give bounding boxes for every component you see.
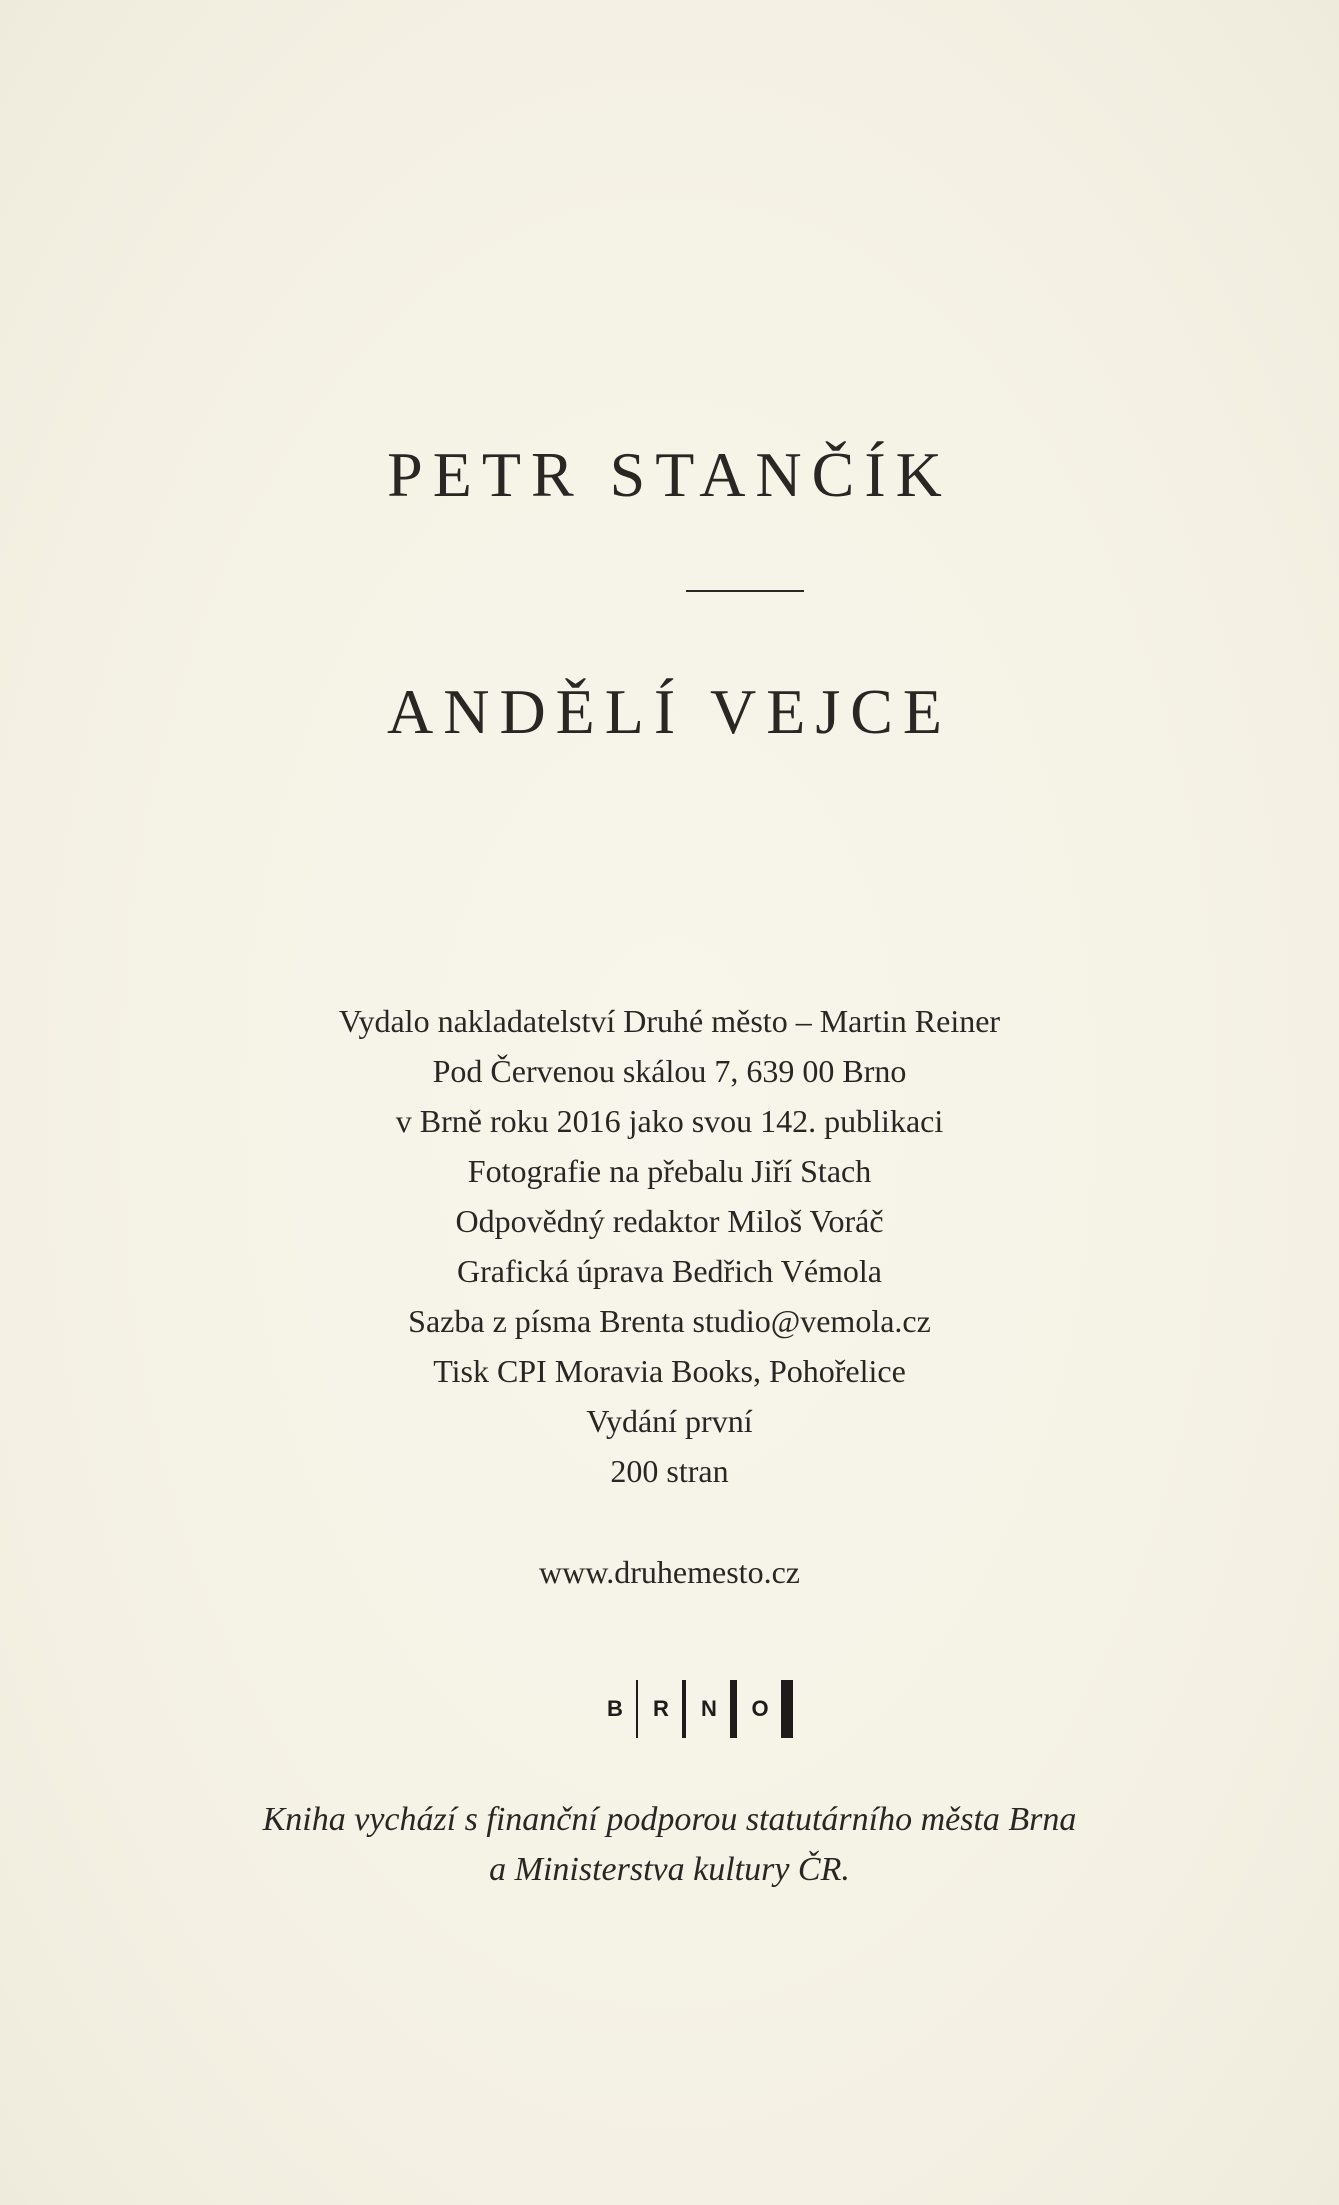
colophon (0, 996, 1339, 1496)
funding-note-line-1: Kniha vychází s finanční podporou statutárního města Brna (262, 1801, 1077, 1838)
colophon-line-print: Tisk CPI Moravia Books, Pohořelice (433, 1353, 906, 1389)
colophon-line-address: Pod Červenou skálou 7, 639 00 Brno (432, 1053, 907, 1089)
colophon-line-typesetting: Sazba z písma Brenta studio@vemola.cz (408, 1303, 931, 1339)
logo-bar-4 (781, 1680, 793, 1738)
funding-note-line-2: a Ministerstva kultury ČR. (489, 1851, 850, 1888)
book-title: ANDĚLÍ VEJCE (387, 676, 952, 747)
colophon-line-photo: Fotografie na přebalu Jiří Stach (467, 1153, 872, 1189)
colophon-line-design: Grafická úprava Bedřich Vémola (457, 1253, 882, 1289)
logo-letter-r: R (653, 1696, 669, 1721)
publisher-website: www.druhemesto.cz (539, 1554, 800, 1590)
author-name: PETR STANČÍK (387, 439, 952, 510)
logo-bar-2 (682, 1680, 686, 1738)
logo-letter-b: B (607, 1696, 623, 1721)
logo-letter-o: O (751, 1696, 769, 1721)
colophon-line-edition: Vydání první (586, 1403, 753, 1439)
colophon-line-publisher: Vydalo nakladatelství Druhé město – Martin Reiner (338, 1003, 1001, 1039)
colophon-line-pages: 200 stran (610, 1453, 729, 1489)
logo-letter-n: N (701, 1696, 717, 1721)
brno-city-logo (604, 1680, 805, 1738)
title-divider (686, 590, 804, 592)
colophon-line-year: v Brně roku 2016 jako svou 142. publikaci (395, 1103, 944, 1139)
logo-bar-1 (636, 1680, 638, 1738)
funding-note (0, 1795, 1339, 1895)
colophon-line-editor: Odpovědný redaktor Miloš Voráč (455, 1203, 884, 1239)
logo-bar-3 (730, 1680, 737, 1738)
